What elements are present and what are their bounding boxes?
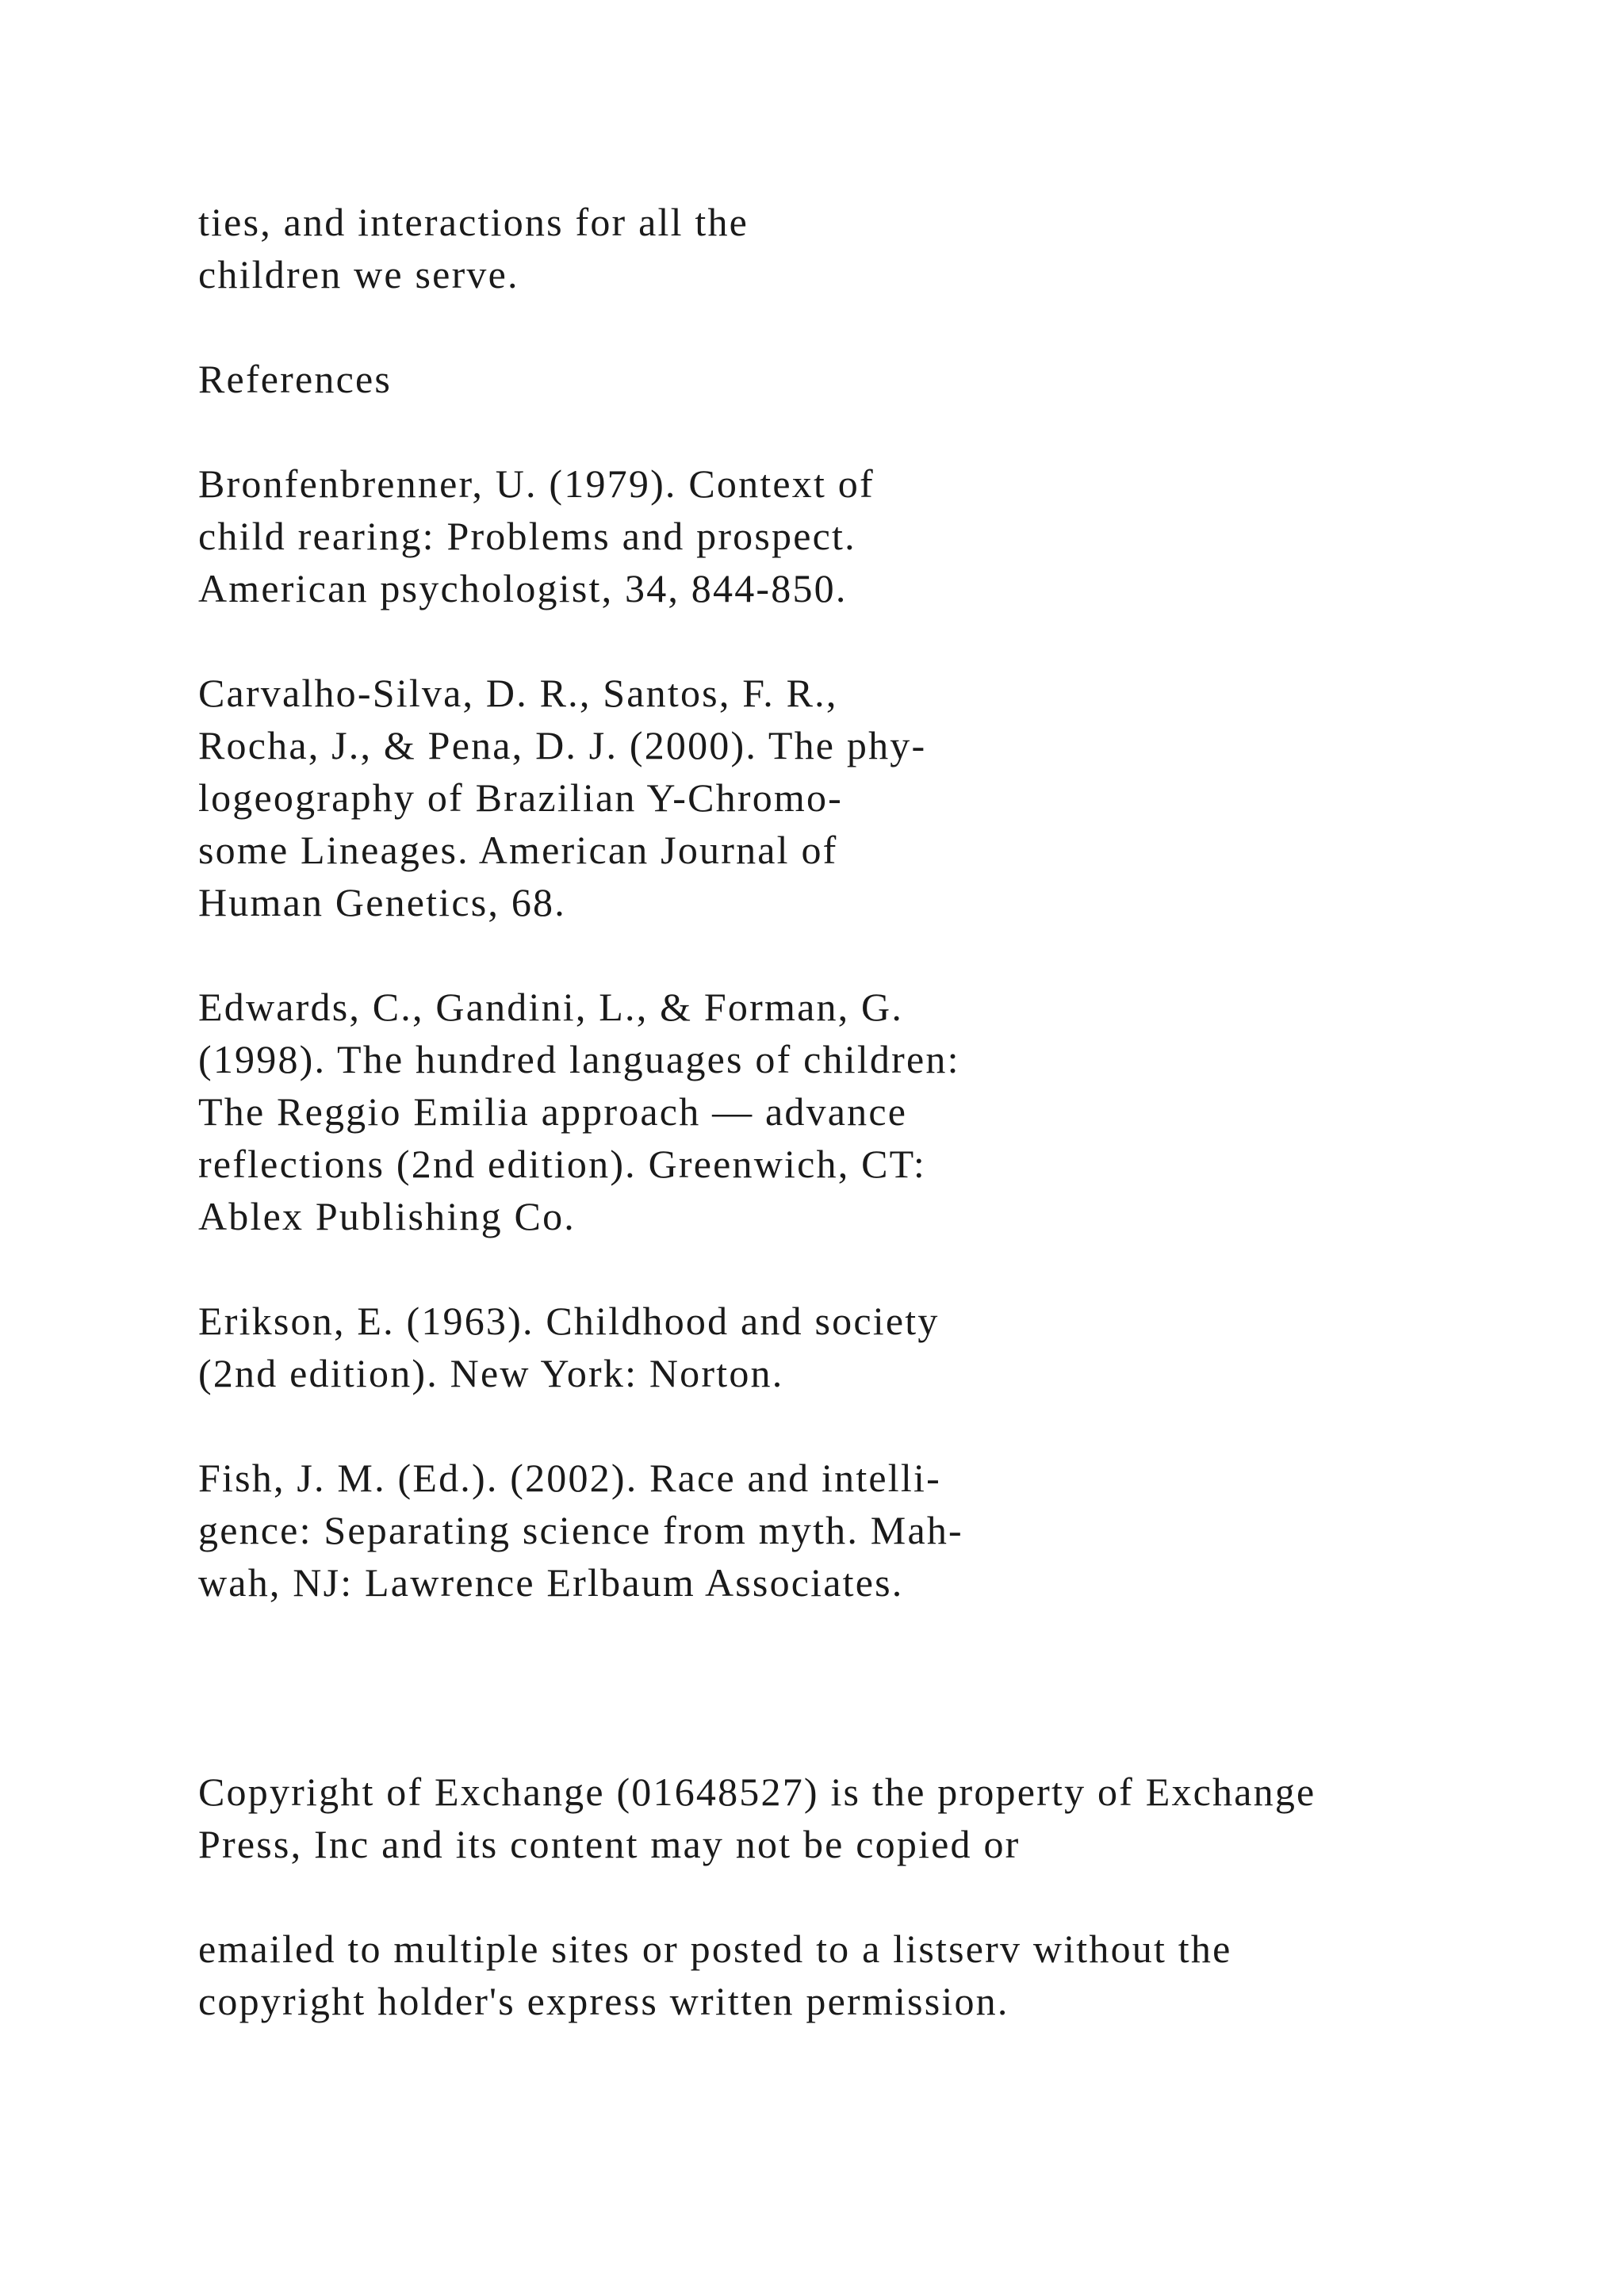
intro-line: ties, and interactions for all the <box>198 200 749 244</box>
reference-line: Erikson, E. (1963). Childhood and society <box>198 1299 940 1343</box>
reference-line: Bronfenbrenner, U. (1979). Context of <box>198 461 875 506</box>
reference-line: The Reggio Emilia approach — advance <box>198 1089 908 1134</box>
reference-line: some Lineages. American Journal of <box>198 828 838 872</box>
reference-line: child rearing: Problems and prospect. <box>198 514 856 558</box>
references-heading: References <box>198 357 393 401</box>
reference-line: Rocha, J., & Pena, D. J. (2000). The phy- <box>198 723 927 767</box>
reference-line: Fish, J. M. (Ed.). (2002). Race and intelli- <box>198 1456 941 1500</box>
reference-line: wah, NJ: Lawrence Erlbaum Associates. <box>198 1560 904 1605</box>
copyright-line: Press, Inc and its content may not be copied or <box>198 1822 1021 1866</box>
copyright-line: Copyright of Exchange (01648527) is the property of Exchange <box>198 1770 1316 1814</box>
reference-line: logeography of Brazilian Y-Chromo- <box>198 775 844 820</box>
reference-line: Carvalho-Silva, D. R., Santos, F. R., <box>198 671 838 715</box>
intro-line: children we serve. <box>198 252 519 297</box>
reference-line: (1998). The hundred languages of children: <box>198 1037 960 1081</box>
reference-line: reflections (2nd edition). Greenwich, CT: <box>198 1142 927 1186</box>
copyright-line: emailed to multiple sites or posted to a listserv without the <box>198 1927 1232 1971</box>
reference-line: Human Genetics, 68. <box>198 880 566 924</box>
reference-line: Edwards, C., Gandini, L., & Forman, G. <box>198 985 904 1029</box>
reference-line: Ablex Publishing Co. <box>198 1194 576 1238</box>
reference-line: American psychologist, 34, 844-850. <box>198 566 848 610</box>
reference-line: (2nd edition). New York: Norton. <box>198 1351 784 1395</box>
copyright-line: copyright holder's express written permission. <box>198 1979 1009 2023</box>
reference-line: gence: Separating science from myth. Mah- <box>198 1508 963 1552</box>
